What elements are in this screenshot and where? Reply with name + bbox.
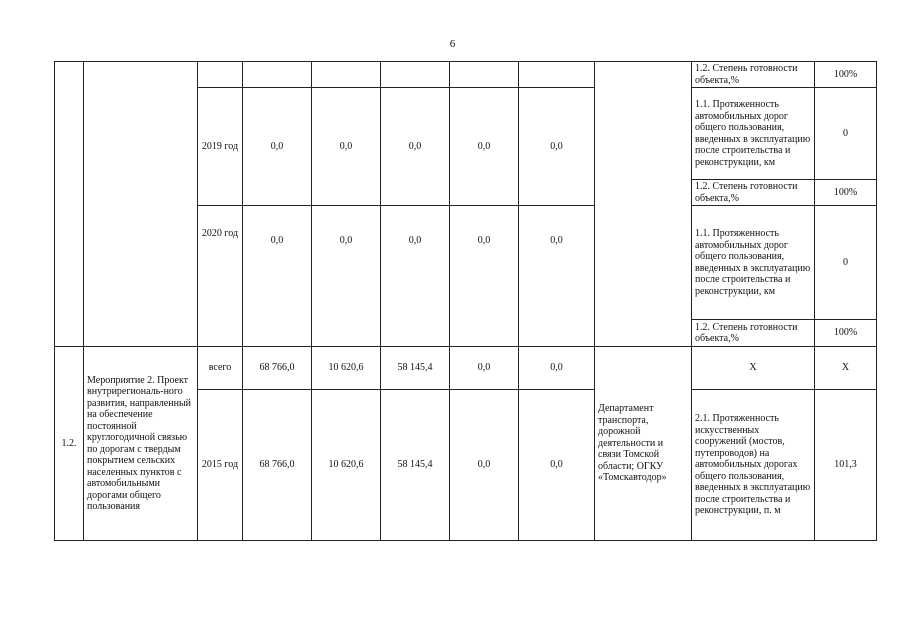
year-cell: 2015 год [198, 390, 243, 541]
value-cell: 0,0 [243, 88, 312, 206]
value-cell: 68 766,0 [243, 347, 312, 390]
measure-cell [84, 62, 198, 347]
indicator-name: 1.1. Протяженность автомобильных дорог общего пользования, введенных в эксплуатацию после строительства и реконструкции, км [692, 206, 815, 320]
value-cell: 68 766,0 [243, 390, 312, 541]
value-cell: 10 620,6 [312, 390, 381, 541]
value-cell: 0,0 [519, 206, 595, 347]
value-cell [312, 62, 381, 88]
indicator-name: 1.2. Степень готовности объекта,% [692, 180, 815, 206]
measure-number: 1.2. [55, 347, 84, 541]
value-cell: 10 620,6 [312, 347, 381, 390]
value-cell: 0,0 [450, 347, 519, 390]
indicator-name: 1.2. Степень готовности объекта,% [692, 62, 815, 88]
value-cell: 0,0 [450, 206, 519, 347]
year-cell [198, 62, 243, 88]
indicator-value: 0 [815, 206, 877, 320]
value-cell: 0,0 [519, 347, 595, 390]
indicator-value: 100% [815, 320, 877, 347]
value-cell: 0,0 [381, 206, 450, 347]
value-cell [381, 62, 450, 88]
value-cell: 0,0 [243, 206, 312, 347]
value-cell: 0,0 [312, 206, 381, 347]
table-row [55, 62, 877, 88]
value-cell [450, 62, 519, 88]
indicator-value: X [815, 347, 877, 390]
indicator-value: 0 [815, 88, 877, 180]
value-cell: 58 145,4 [381, 347, 450, 390]
indicator-value: 100% [815, 62, 877, 88]
indicator-value: 101,3 [815, 390, 877, 541]
table-row [55, 347, 877, 390]
indicator-name: 2.1. Протяженность искусственных сооружений (мостов, путепроводов) на автомобильных дорогах общего пользования, введенных в эксплуатацию после строительства и реконструкции, п. м [692, 390, 815, 541]
value-cell: 0,0 [450, 390, 519, 541]
value-cell: 0,0 [381, 88, 450, 206]
value-cell: 58 145,4 [381, 390, 450, 541]
indicator-value: 100% [815, 180, 877, 206]
executor-cell [595, 62, 692, 347]
year-cell: 2020 год [198, 206, 243, 347]
value-cell: 0,0 [312, 88, 381, 206]
value-cell: 0,0 [519, 88, 595, 206]
measure-title: Мероприятие 2. Проект внутрирегиональ-ного развития, направленный на обеспечение постоянной круглогодичной связью по дорогам с твердым покрытием сельских населенных пунктов с автомобильными дорогами общего пользования [84, 347, 198, 541]
year-cell: всего [198, 347, 243, 390]
number-cell [55, 62, 84, 347]
value-cell [243, 62, 312, 88]
program-table [54, 61, 877, 541]
indicator-name: X [692, 347, 815, 390]
value-cell: 0,0 [450, 88, 519, 206]
value-cell: 0,0 [519, 390, 595, 541]
page-number: 6 [449, 38, 456, 50]
indicator-name: 1.2. Степень готовности объекта,% [692, 320, 815, 347]
executor-cell: Департамент транспорта, дорожной деятельности и связи Томской области; ОГКУ «Томскавтодор» [595, 347, 692, 541]
indicator-name: 1.1. Протяженность автомобильных дорог общего пользования, введенных в эксплуатацию после строительства и реконструкции, км [692, 88, 815, 180]
value-cell [519, 62, 595, 88]
year-cell: 2019 год [198, 88, 243, 206]
